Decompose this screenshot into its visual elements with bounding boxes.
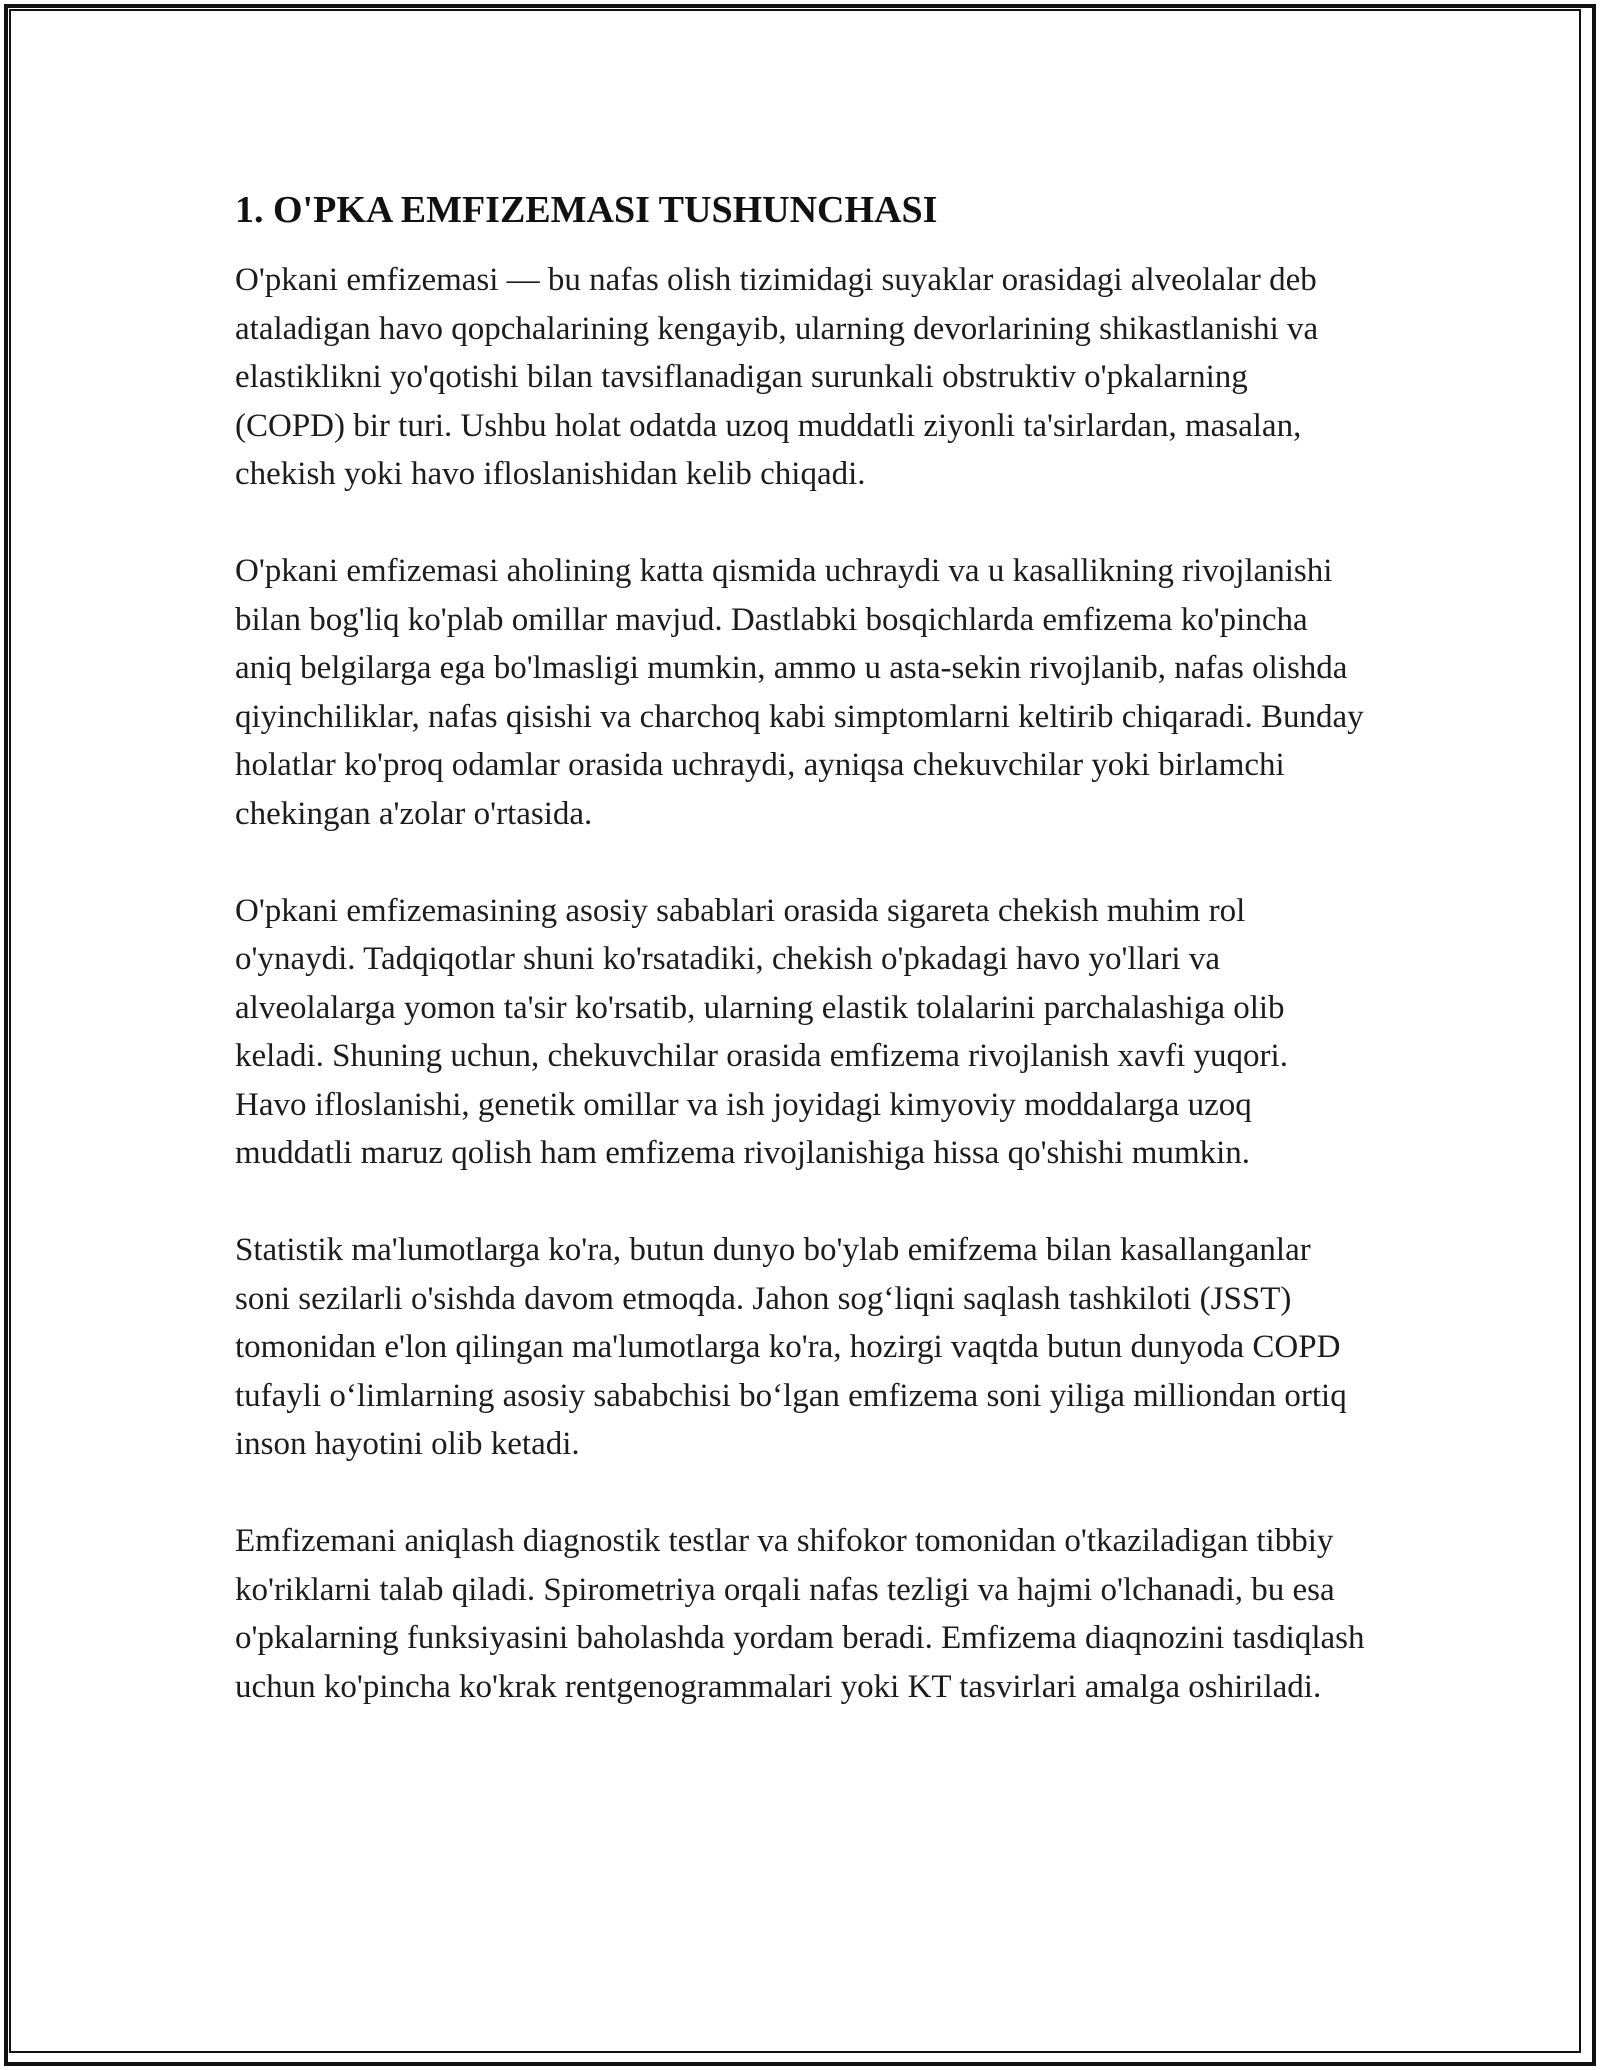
document-body [235, 186, 1365, 1760]
section-title: 1. O'PKA EMFIZEMASI TUSHUNCHASI [235, 189, 938, 231]
paragraph-definition: O'pkani emfizemasi — bu nafas olish tizimidagi suyaklar orasidagi alveolalar deb ataladigan havo qopchalarining kengayib, ularning devorlarining shikastlanishi va elastiklikni yo'qotishi bilan tavsiflanadigan surunkali obstruktiv o'pkalarning (COPD) bir turi. Ushbu holat odatda uzoq muddatli ziyonli ta'sirlardan, masalan, chekish yoki havo ifloslanishidan kelib chiqadi. [235, 262, 1319, 492]
paragraph-causes: O'pkani emfizemasining asosiy sabablari orasida sigareta chekish muhim rol o'ynaydi. Tadqiqotlar shuni ko'rsatadiki, chekish o'pkadagi havo yo'llari va alveolalarga yomon ta'sir ko'rsatib, ularning elastik tolalarini parchalashiga olib keladi. Shuning uchun, chekuvchilar orasida emfizema rivojlanish xavfi yuqori. Havo ifloslanishi, genetik omillar va ish joyidagi kimyoviy moddalarga uzoq muddatli maruz qolish ham emfizema rivojlanishiga hissa qo'shishi mumkin. [235, 892, 1288, 1171]
paragraph-statistics: Statistik ma'lumotlarga ko'ra, butun dunyo bo'ylab emifzema bilan kasallanganlar soni sezilarli o'sishda davom etmoqda. Jahon sog‘liqni saqlash tashkiloti (JSST) tomonidan e'lon qilingan ma'lumotlarga ko'ra, hozirgi vaqtda butun dunyoda COPD tufayli o‘limlarning asosiy sababchisi bo‘lgan emfizema soni yiliga milliondan ortiq inson hayotini olib ketadi. [235, 1232, 1347, 1462]
paragraph-diagnosis: Emfizemani aniqlash diagnostik testlar va shifokor tomonidan o'tkaziladigan tibbiy ko'riklarni talab qiladi. Spirometriya orqali nafas tezligi va hajmi o'lchanadi, bu esa o'pkalarning funksiyasini baholashda yordam beradi. Emfizema diaqnozini tasdiqlash uchun ko'pincha ko'krak rentgenogrammalari yoki KT tasvirlari amalga oshiriladi. [235, 1523, 1365, 1705]
paragraph-prevalence: O'pkani emfizemasi aholining katta qismida uchraydi va u kasallikning rivojlanishi bilan bog'liq ko'plab omillar mavjud. Dastlabki bosqichlarda emfizema ko'pincha aniq belgilarga ega bo'lmasligi mumkin, ammo u asta-sekin rivojlanib, nafas olishda qiyinchiliklar, nafas qisishi va charchoq kabi simptomlarni keltirib chiqaradi. Bunday holatlar ko'proq odamlar orasida uchraydi, ayniqsa chekuvchilar yoki birlamchi chekingan a'zolar o'rtasida. [235, 553, 1364, 832]
